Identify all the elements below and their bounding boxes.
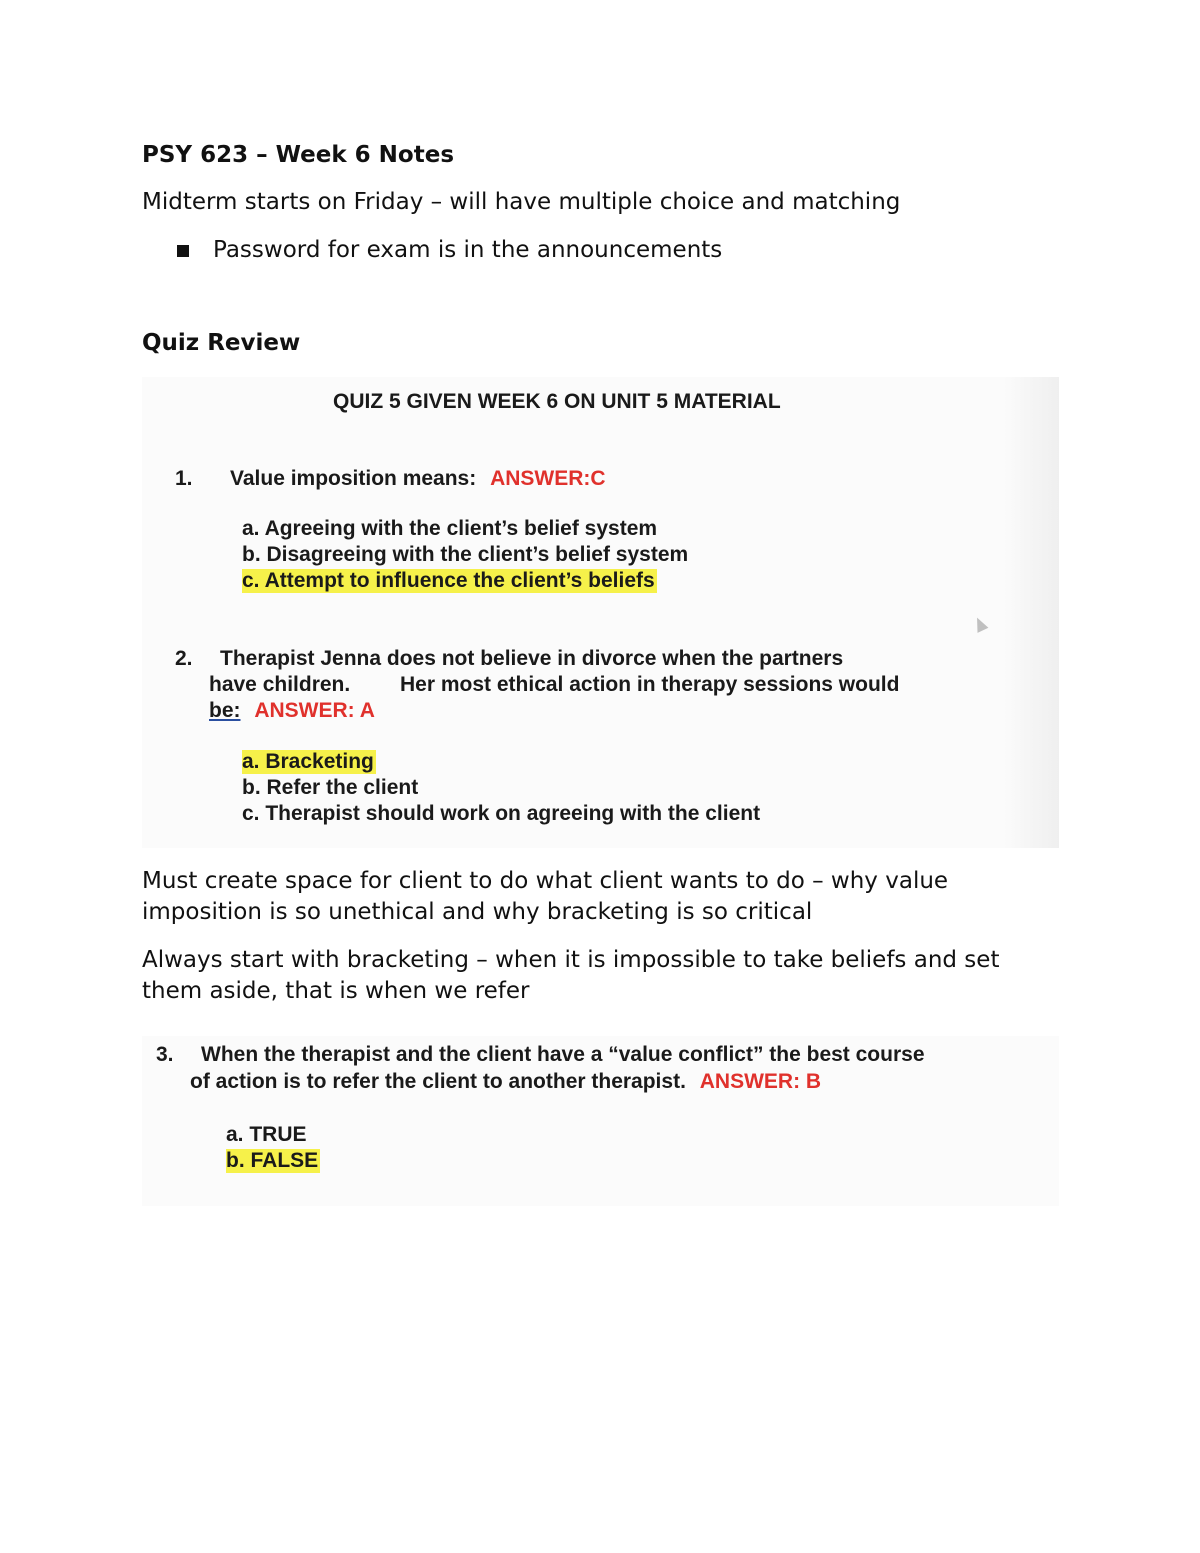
bullet-text: Password for exam is in the announcements	[213, 237, 723, 263]
q3-option-a: a. TRUE	[226, 1123, 307, 1146]
section-heading: Quiz Review	[142, 330, 301, 356]
q3-prompt-line1: When the therapist and the client have a “value conflict” the best course	[201, 1043, 925, 1066]
q3-number: 3.	[156, 1043, 174, 1066]
note-paragraph-bracketing: Must create space for client to do what client wants to do – why value imposition is so unethical and why bracketing is so critical	[142, 868, 949, 925]
q1-number: 1.	[175, 467, 193, 490]
square-bullet-icon	[177, 245, 189, 257]
q1-option-a: a. Agreeing with the client’s belief system	[242, 517, 658, 540]
q2-option-b: b. Refer the client	[242, 776, 419, 799]
quiz-title: QUIZ 5 GIVEN WEEK 6 ON UNIT 5 MATERIAL	[333, 390, 781, 413]
q1-option-c-correct: c. Attempt to influence the client’s beliefs	[242, 569, 655, 592]
q1-prompt	[230, 467, 606, 491]
q3-answer: ANSWER: B	[699, 1070, 822, 1093]
q2-answer: ANSWER: A	[254, 699, 375, 722]
q3-prompt-line2	[190, 1070, 821, 1094]
q2-prompt-line2b: Her most ethical action in therapy sessions would	[400, 673, 900, 696]
q1-option-b: b. Disagreeing with the client’s belief system	[242, 543, 689, 566]
q2-prompt-be: be:	[209, 699, 241, 722]
quiz-image-q1-q2	[142, 377, 1059, 848]
q2-option-c: c. Therapist should work on agreeing with the client	[242, 802, 761, 825]
quiz-image-q3	[142, 1036, 1059, 1206]
bullet-item	[177, 235, 722, 266]
q2-prompt-line3	[209, 699, 375, 723]
q1-answer: ANSWER:C	[490, 467, 606, 490]
mouse-cursor-icon	[972, 615, 989, 633]
q2-prompt-line1: Therapist Jenna does not believe in divorce when the partners	[220, 647, 844, 670]
note-paragraph-refer: Always start with bracketing – when it is impossible to take beliefs and set them aside, that is when we refer	[142, 947, 1000, 1004]
midterm-note: Midterm starts on Friday – will have multiple choice and matching	[142, 189, 901, 215]
q3-option-b-correct: b. FALSE	[226, 1149, 319, 1172]
q3-prompt-text: of action is to refer the client to another therapist.	[190, 1070, 686, 1093]
q2-option-a-correct: a. Bracketing	[242, 750, 374, 773]
q2-number: 2.	[175, 647, 193, 670]
q2-prompt-line2a: have children.	[209, 673, 351, 696]
q1-prompt-text: Value imposition means:	[230, 467, 477, 490]
page-title: PSY 623 – Week 6 Notes	[142, 142, 455, 168]
